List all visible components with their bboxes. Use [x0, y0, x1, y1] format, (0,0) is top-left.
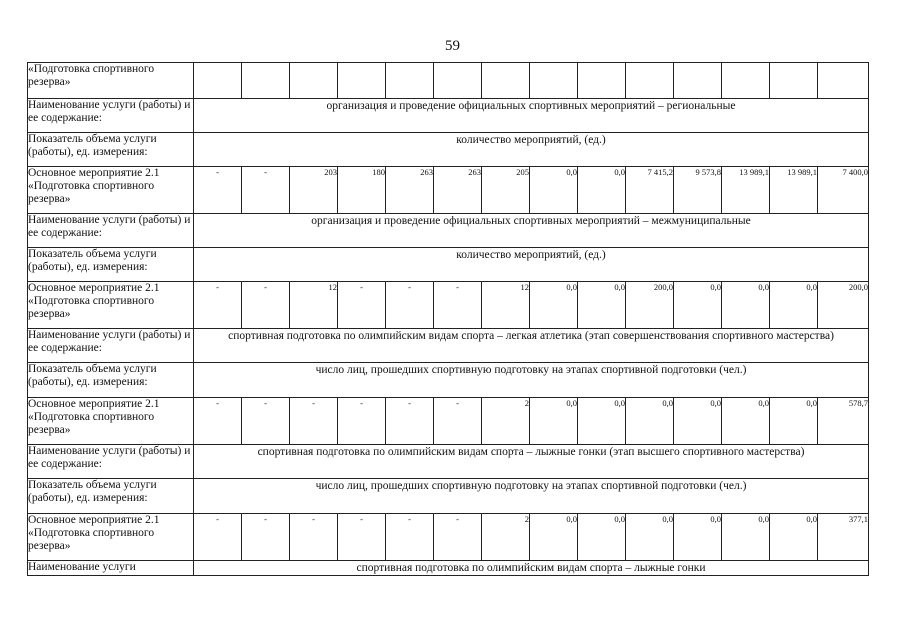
- row-description: спортивная подготовка по олимпийским видам спорта – лыжные гонки (этап высшего спортивного мастерства): [194, 445, 869, 479]
- value-cell: 578,7: [818, 398, 869, 445]
- value-cell: -: [386, 282, 434, 329]
- value-cell: 0,0: [578, 398, 626, 445]
- value-cell: [818, 63, 869, 99]
- value-cell: [290, 63, 338, 99]
- value-cell: [770, 63, 818, 99]
- row-label: Показатель объема услуги (работы), ед. измерения:: [28, 479, 194, 514]
- value-cell: 0,0: [530, 167, 578, 214]
- value-cell: [482, 63, 530, 99]
- table-row: [28, 167, 869, 214]
- row-label: Наименование услуги (работы) и ее содержание:: [28, 99, 194, 133]
- row-label: Наименование услуги: [28, 561, 194, 576]
- value-cell: [242, 63, 290, 99]
- value-cell: 200,0: [626, 282, 674, 329]
- value-cell: [674, 63, 722, 99]
- value-cell: [722, 63, 770, 99]
- value-cell: 263: [386, 167, 434, 214]
- value-cell: 0,0: [722, 282, 770, 329]
- value-cell: [386, 63, 434, 99]
- value-cell: -: [194, 398, 242, 445]
- value-cell: 0,0: [674, 514, 722, 561]
- value-cell: [194, 63, 242, 99]
- table-row: [28, 63, 869, 99]
- value-cell: -: [194, 167, 242, 214]
- value-cell: 2: [482, 398, 530, 445]
- row-label: Основное мероприятие 2.1 «Подготовка спортивного резерва»: [28, 398, 194, 445]
- table-row: [28, 479, 869, 514]
- table-row: [28, 214, 869, 248]
- value-cell: -: [434, 282, 482, 329]
- value-cell: 377,1: [818, 514, 869, 561]
- row-description: спортивная подготовка по олимпийским видам спорта – легкая атлетика (этап совершенствования спортивного мастерства): [194, 329, 869, 363]
- table-row: [28, 248, 869, 282]
- value-cell: 205: [482, 167, 530, 214]
- value-cell: -: [242, 398, 290, 445]
- value-cell: 7 400,0: [818, 167, 869, 214]
- value-cell: 0,0: [530, 514, 578, 561]
- value-cell: 200,0: [818, 282, 869, 329]
- value-cell: 0,0: [770, 282, 818, 329]
- table-row: [28, 133, 869, 167]
- value-cell: 0,0: [530, 282, 578, 329]
- row-description: количество мероприятий, (ед.): [194, 133, 869, 167]
- value-cell: 0,0: [578, 282, 626, 329]
- value-cell: 12: [482, 282, 530, 329]
- value-cell: -: [194, 514, 242, 561]
- value-cell: [338, 63, 386, 99]
- value-cell: 0,0: [770, 398, 818, 445]
- value-cell: 0,0: [722, 514, 770, 561]
- table-row: [28, 99, 869, 133]
- table-row: [28, 445, 869, 479]
- value-cell: -: [290, 514, 338, 561]
- value-cell: [530, 63, 578, 99]
- value-cell: 13 989,1: [770, 167, 818, 214]
- value-cell: 0,0: [722, 398, 770, 445]
- value-cell: 263: [434, 167, 482, 214]
- value-cell: 180: [338, 167, 386, 214]
- value-cell: 12: [290, 282, 338, 329]
- value-cell: 2: [482, 514, 530, 561]
- value-cell: [626, 63, 674, 99]
- row-description: организация и проведение официальных спортивных мероприятий – межмуниципальные: [194, 214, 869, 248]
- value-cell: [434, 63, 482, 99]
- row-label: «Подготовка спортивного резерва»: [28, 63, 194, 99]
- row-description: число лиц, прошедших спортивную подготовку на этапах спортивной подготовки (чел.): [194, 479, 869, 514]
- row-description: число лиц, прошедших спортивную подготовку на этапах спортивной подготовки (чел.): [194, 363, 869, 398]
- row-label: Основное мероприятие 2.1 «Подготовка спортивного резерва»: [28, 282, 194, 329]
- value-cell: -: [338, 398, 386, 445]
- row-description: организация и проведение официальных спортивных мероприятий – региональные: [194, 99, 869, 133]
- value-cell: 0,0: [626, 514, 674, 561]
- row-description: спортивная подготовка по олимпийским видам спорта – лыжные гонки: [194, 561, 869, 576]
- row-label: Показатель объема услуги (работы), ед. измерения:: [28, 133, 194, 167]
- value-cell: -: [194, 282, 242, 329]
- value-cell: 9 573,8: [674, 167, 722, 214]
- services-table: [27, 62, 869, 576]
- row-label: Наименование услуги (работы) и ее содержание:: [28, 214, 194, 248]
- value-cell: 0,0: [578, 514, 626, 561]
- table-row: [28, 398, 869, 445]
- row-label: Основное мероприятие 2.1 «Подготовка спортивного резерва»: [28, 514, 194, 561]
- table-row: [28, 329, 869, 363]
- value-cell: 7 415,2: [626, 167, 674, 214]
- value-cell: -: [386, 514, 434, 561]
- value-cell: [578, 63, 626, 99]
- table-row: [28, 561, 869, 576]
- table-row: [28, 514, 869, 561]
- value-cell: -: [242, 167, 290, 214]
- value-cell: 0,0: [674, 282, 722, 329]
- value-cell: 203: [290, 167, 338, 214]
- row-label: Наименование услуги (работы) и ее содержание:: [28, 329, 194, 363]
- value-cell: 0,0: [770, 514, 818, 561]
- row-label: Наименование услуги (работы) и ее содержание:: [28, 445, 194, 479]
- value-cell: 13 989,1: [722, 167, 770, 214]
- value-cell: -: [434, 398, 482, 445]
- table-row: [28, 363, 869, 398]
- value-cell: -: [386, 398, 434, 445]
- value-cell: -: [338, 282, 386, 329]
- row-label: Показатель объема услуги (работы), ед. измерения:: [28, 363, 194, 398]
- value-cell: -: [290, 398, 338, 445]
- value-cell: -: [338, 514, 386, 561]
- row-label: Показатель объема услуги (работы), ед. измерения:: [28, 248, 194, 282]
- row-label: Основное мероприятие 2.1 «Подготовка спортивного резерва»: [28, 167, 194, 214]
- row-description: количество мероприятий, (ед.): [194, 248, 869, 282]
- value-cell: -: [434, 514, 482, 561]
- table-row: [28, 282, 869, 329]
- value-cell: 0,0: [674, 398, 722, 445]
- value-cell: 0,0: [578, 167, 626, 214]
- value-cell: -: [242, 282, 290, 329]
- value-cell: 0,0: [530, 398, 578, 445]
- page-number: 59: [445, 38, 460, 54]
- value-cell: 0,0: [626, 398, 674, 445]
- value-cell: -: [242, 514, 290, 561]
